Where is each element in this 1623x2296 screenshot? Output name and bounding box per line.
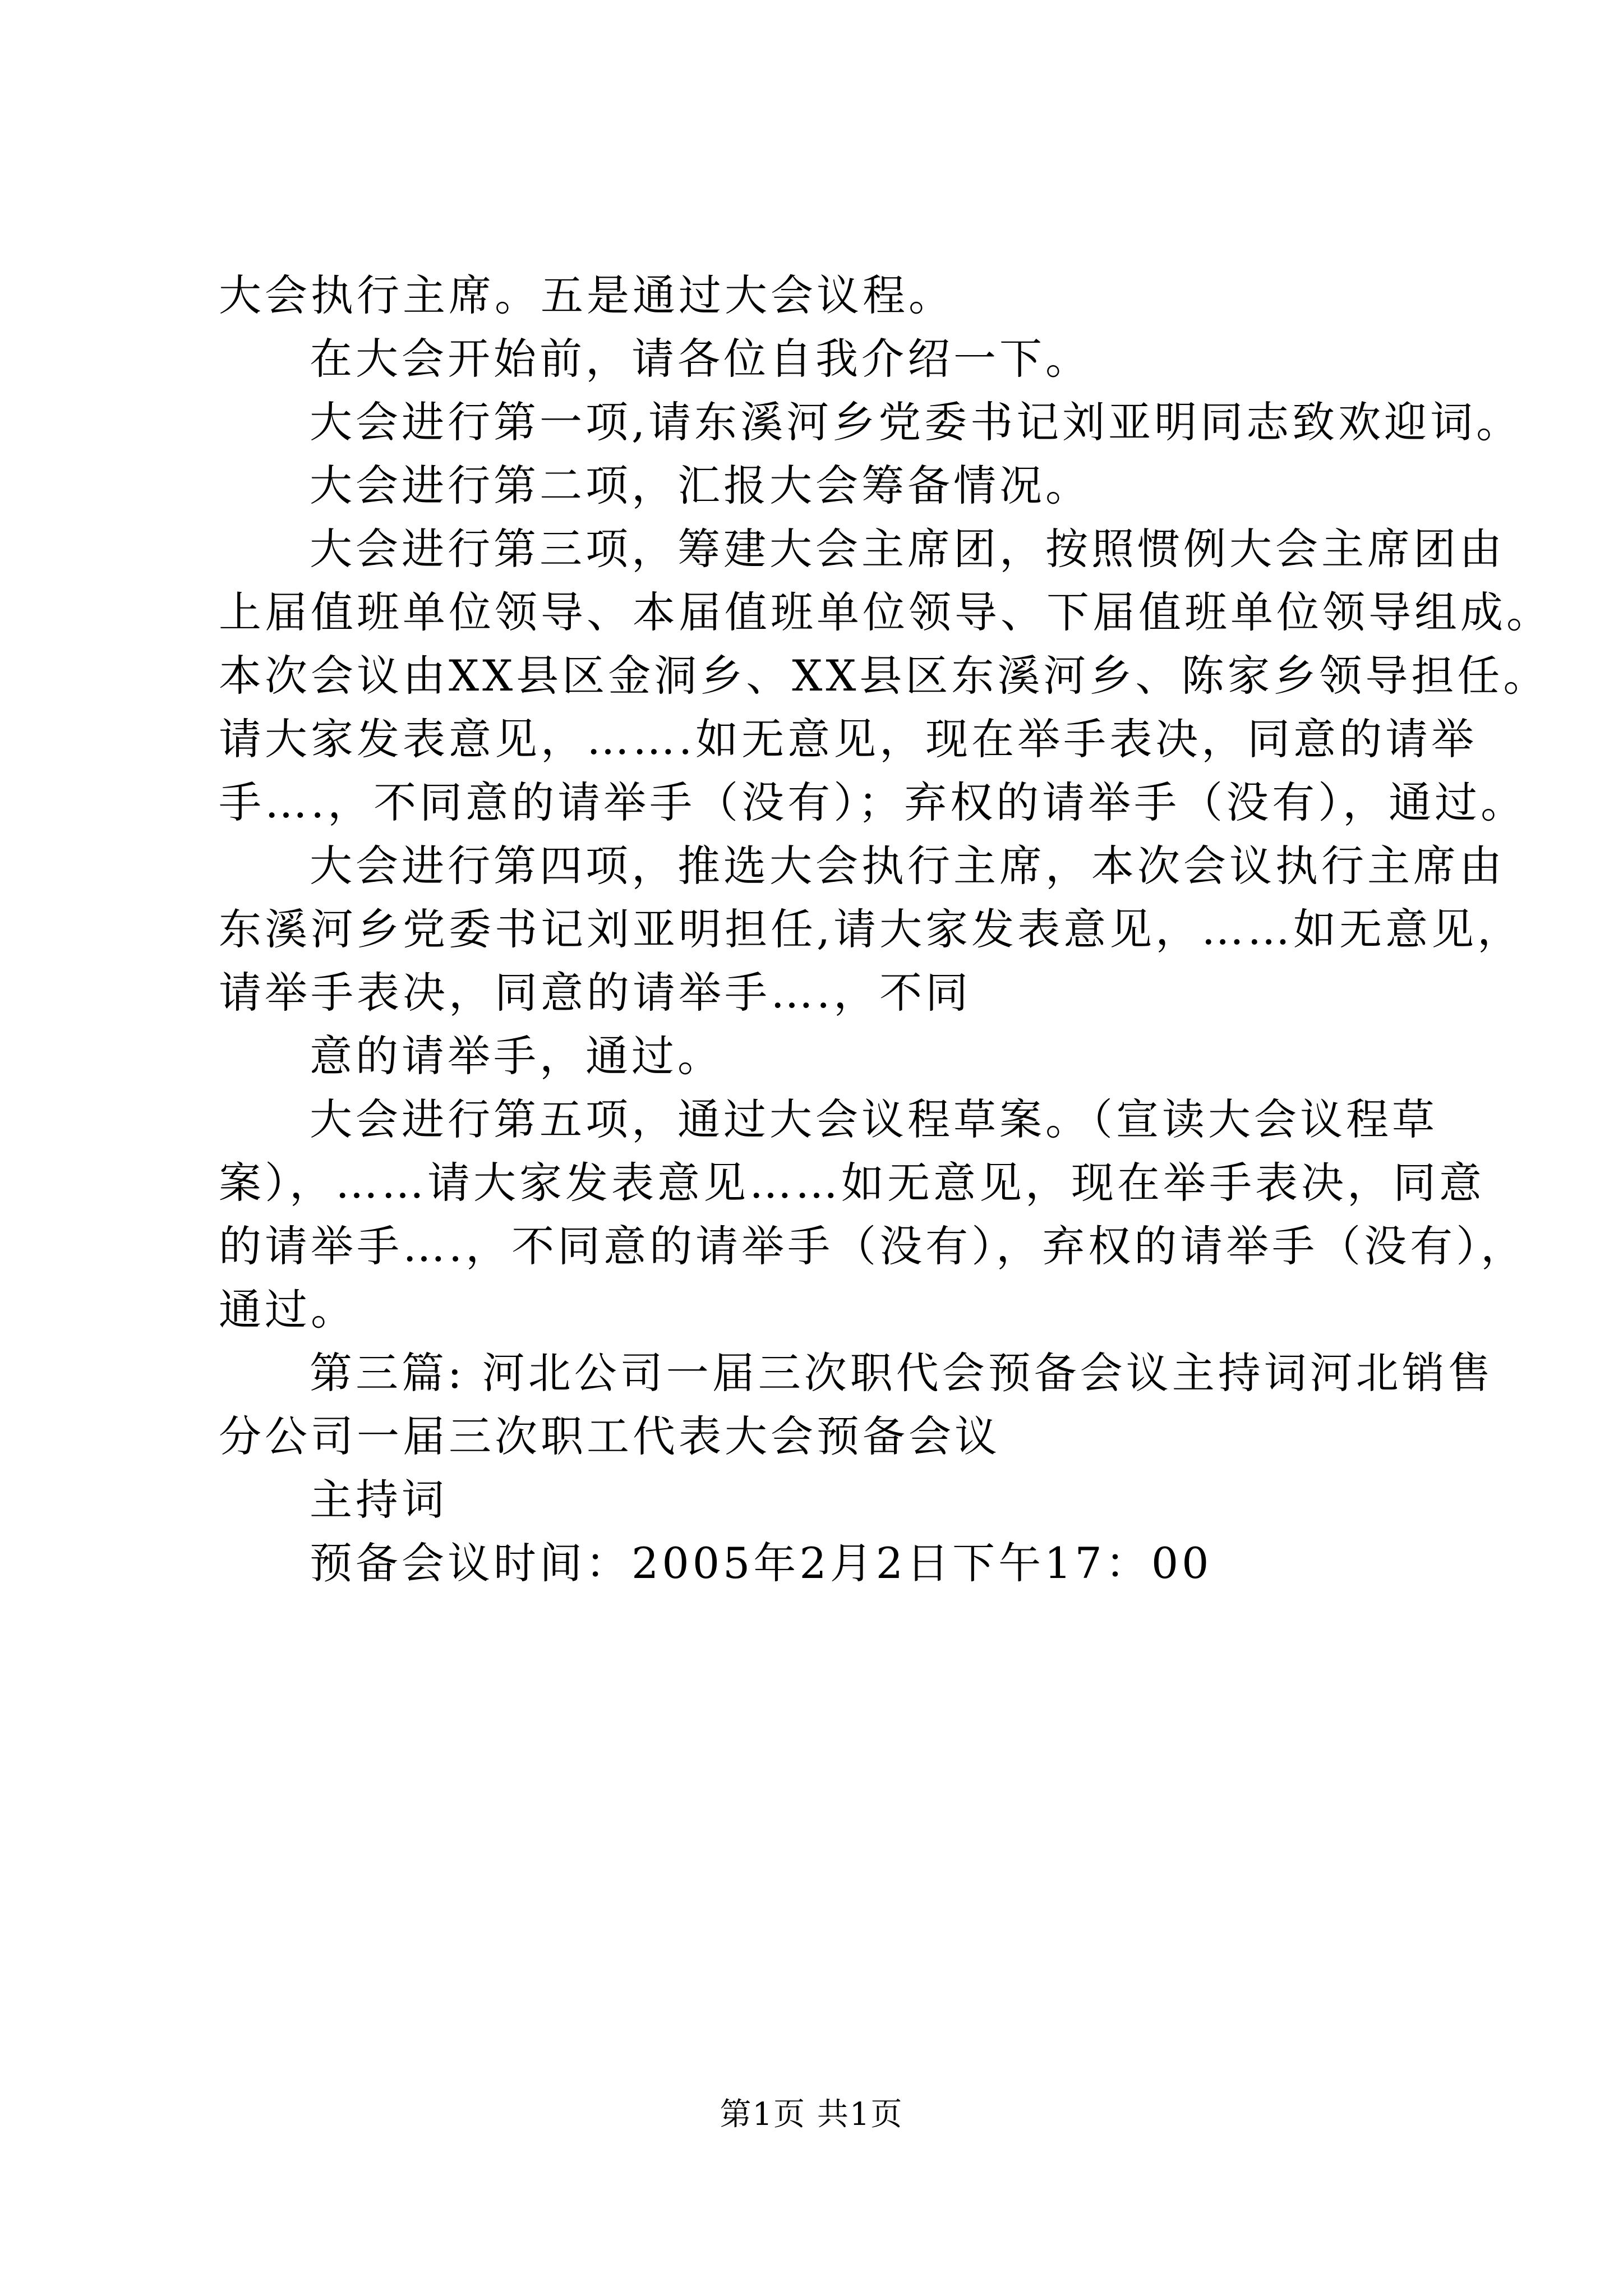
text-line: 预备会议时间：2005年2月2日下午17：00 xyxy=(310,1538,1212,1588)
text-line: 大会执行主席。五是通过大会议程。 xyxy=(219,270,955,320)
text-line: 大会进行第一项,请东溪河乡党委书记刘亚明同志致欢迎词。 xyxy=(310,397,1523,447)
text-line: 意的请举手，通过。 xyxy=(310,1031,723,1081)
text-line: 在大会开始前，请各位自我介绍一下。 xyxy=(310,334,1091,384)
text-line: 分公司一届三次职工代表大会预备会议 xyxy=(219,1411,1000,1461)
text-line: 本次会议由XX县区金洞乡、XX县区东溪河乡、陈家乡领导担任。 xyxy=(219,651,1550,701)
text-line: 的请举手….，不同意的请举手（没有），弃权的请举手（没有）， xyxy=(219,1221,1527,1271)
text-line: 主持词 xyxy=(310,1475,448,1525)
text-line: 案），……请大家发表意见……如无意见，现在举手表决，同意 xyxy=(219,1158,1485,1208)
text-line: 第三篇: 河北公司一届三次职代会预备会议主持词河北销售 xyxy=(310,1348,1494,1398)
text-line: 通过。 xyxy=(219,1285,357,1335)
text-line: 东溪河乡党委书记刘亚明担任,请大家发表意见，……如无意见， xyxy=(219,904,1524,954)
text-line: 大会进行第四项，推选大会执行主席，本次会议执行主席由 xyxy=(310,841,1505,891)
text-line: 大会进行第三项，筹建大会主席团，按照惯例大会主席团由 xyxy=(310,524,1505,574)
text-line: 大会进行第五项，通过大会议程草案。（宣读大会议程草 xyxy=(310,1094,1438,1144)
text-line: 大会进行第二项，汇报大会筹备情况。 xyxy=(310,461,1091,510)
text-line: 手….，不同意的请举手（没有）；弃权的请举手（没有），通过。 xyxy=(219,777,1527,827)
document-body xyxy=(219,264,1552,1595)
text-line: 请大家发表意见，…….如无意见，现在举手表决，同意的请举 xyxy=(219,714,1478,764)
text-line: 请举手表决，同意的请举手….，不同 xyxy=(219,968,972,1018)
page-footer: 第1页 共1页 xyxy=(720,2096,903,2133)
text-line: 上届值班单位领导、本届值班单位领导、下届值班单位领导组成。 xyxy=(219,587,1552,637)
